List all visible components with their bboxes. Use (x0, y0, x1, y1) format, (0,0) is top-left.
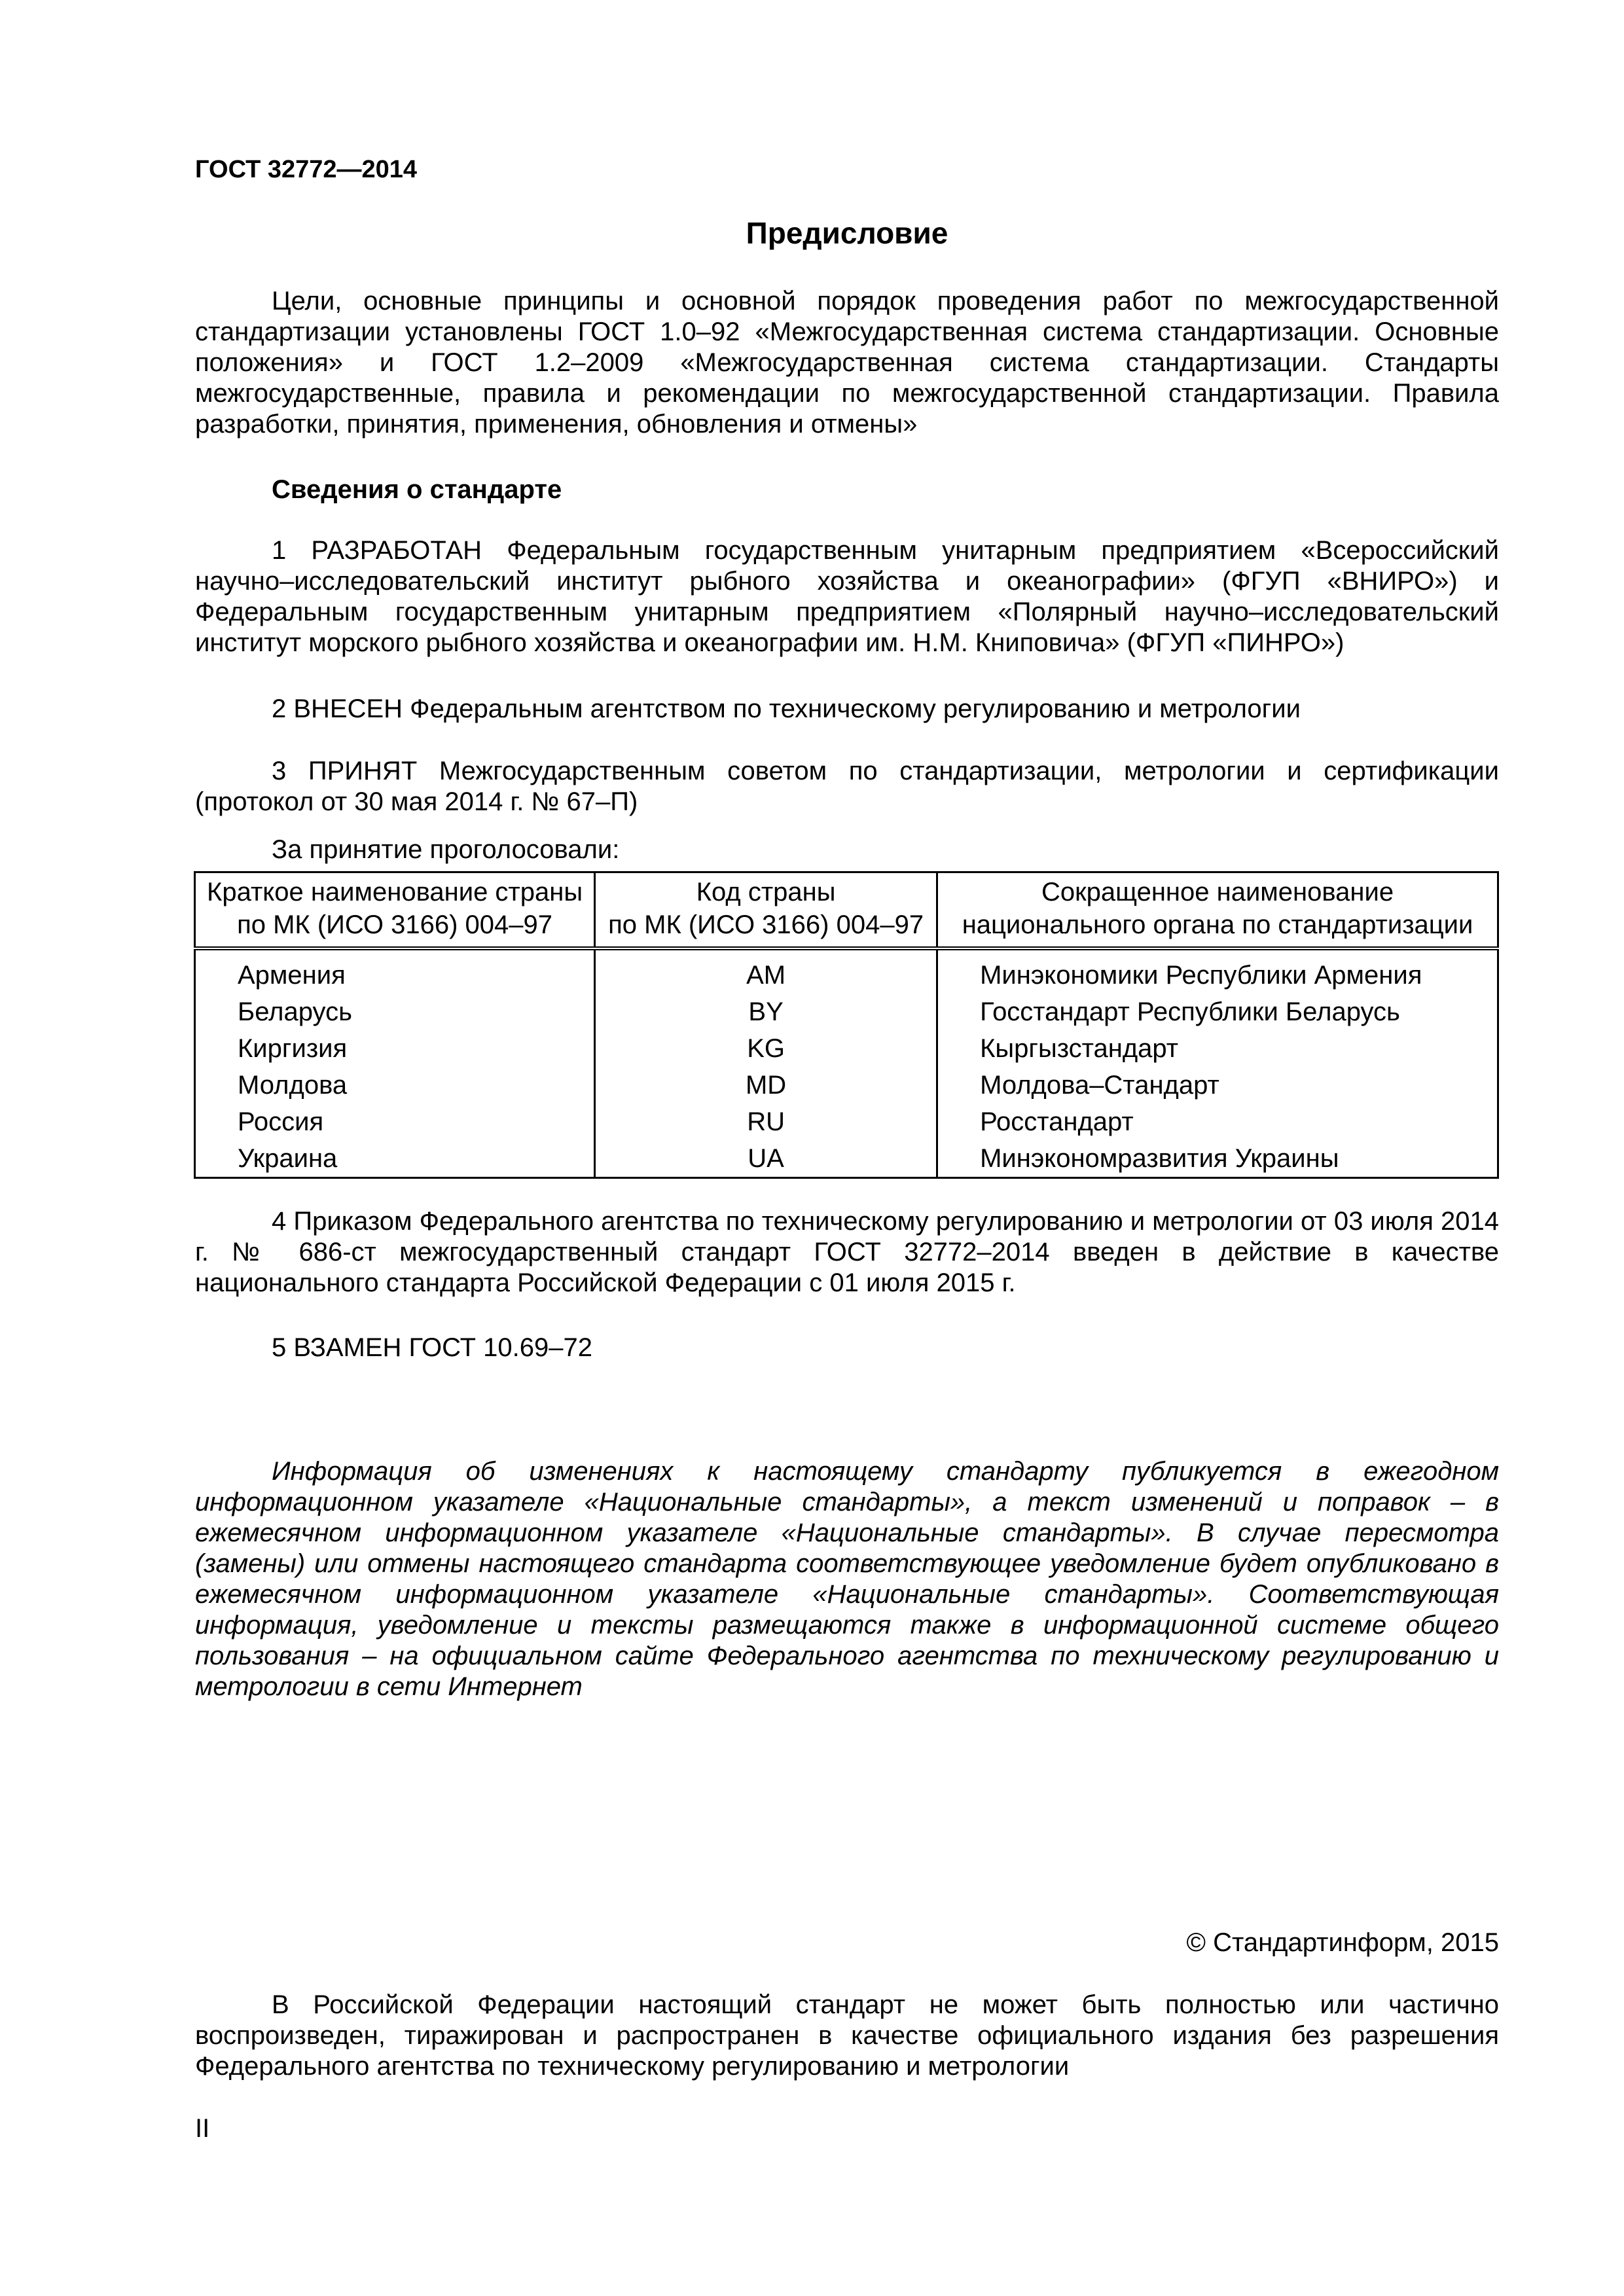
country-name: Россия (195, 1103, 595, 1140)
table-row (195, 948, 1498, 994)
vote-caption: За принятие проголосовали: (272, 835, 620, 864)
header-country-code-line-1: Код страны (696, 878, 836, 906)
header-country-name (195, 872, 595, 949)
country-code: AM (595, 948, 937, 994)
vote-table (194, 871, 1499, 1179)
page-title: Предисловие (746, 216, 948, 250)
country-name: Беларусь (195, 994, 595, 1030)
header-country-name-line-2: по МК (ИСО 3166) 004–97 (237, 910, 553, 939)
item-3-adopted: 3 ПРИНЯТ Межгосударственным советом по стандартизации, метрологии и сертификации (протокол от 30 мая 2014 г. № 67–П) (195, 757, 1499, 816)
document-code: ГОСТ 32772—2014 (195, 156, 418, 183)
standards-body: Госстандарт Республики Беларусь (937, 994, 1498, 1030)
standard-info-heading: Сведения о стандарте (272, 475, 562, 504)
standards-body: Росстандарт (937, 1103, 1498, 1140)
country-code: BY (595, 994, 937, 1030)
header-country-code (595, 872, 937, 949)
header-standards-body-line-2: национального органа по стандартизации (962, 910, 1473, 939)
reproduction-notice: В Российской Федерации настоящий стандарт не может быть полностью или частично воспроизведен, тиражирован и распространен в качестве официального издания без разрешения Федерального агентства по техническому регулированию и метрологии (195, 1990, 1499, 2081)
table-row (195, 1140, 1498, 1178)
table-row (195, 1103, 1498, 1140)
item-4-enacted: 4 Приказом Федерального агентства по техническому регулированию и метрологии от 03 июля 2014 г. № 686-ст межгосударственный стандарт ГОСТ 32772–2014 введен в действие в качестве национального стандарта Российской Федерации с 01 июля 2015 г. (195, 1207, 1499, 1297)
country-code: KG (595, 1030, 937, 1067)
standards-body: Минэкономразвития Украины (937, 1140, 1498, 1178)
header-country-code-line-2: по МК (ИСО 3166) 004–97 (608, 910, 924, 939)
table-row (195, 1067, 1498, 1103)
copyright: © Стандартинформ, 2015 (1186, 1928, 1499, 1957)
change-notice: Информация об изменениях к настоящему стандарту публикуется в ежегодном информационном указателе «Национальные стандарты», а текст изменений и поправок – в ежемесячном информационном указателе «Национальные стандарты». В случае пересмотра (замены) или отмены настоящего стандарта соответствующее уведомление будет опубликовано в ежемесячном информационном указателе «Национальные стандарты». Соответствующая информация, уведомление и тексты размещаются также в информационной системе общего пользования – на официальном сайте Федерального агентства по техническому регулированию и метрологии в сети Интернет (195, 1457, 1499, 1701)
header-country-name-line-1: Краткое наименование страны (207, 878, 583, 906)
country-name: Украина (195, 1140, 595, 1178)
intro-paragraph: Цели, основные принципы и основной порядок проведения работ по межгосударственной стандартизации установлены ГОСТ 1.0–92 «Межгосударственная система стандартизации. Основные положения» и ГОСТ 1.2–2009 «Межгосударственная система стандартизации. Стандарты межгосударственные, правила и рекомендации по межгосударственной стандартизации. Правила разработки, принятия, применения, обновления и отмены» (195, 287, 1499, 439)
country-code: UA (595, 1140, 937, 1178)
table-row (195, 1030, 1498, 1067)
country-code: MD (595, 1067, 937, 1103)
header-standards-body (937, 872, 1498, 949)
country-code: RU (595, 1103, 937, 1140)
country-name: Киргизия (195, 1030, 595, 1067)
country-name: Молдова (195, 1067, 595, 1103)
standards-body: Молдова–Стандарт (937, 1067, 1498, 1103)
page-number: II (195, 2114, 210, 2143)
vote-table-header-row (195, 872, 1498, 949)
item-1-developed: 1 РАЗРАБОТАН Федеральным государственным унитарным предприятием «Всероссийский научно–исследовательский институт рыбного хозяйства и океанографии» (ФГУП «ВНИРО») и Федеральным государственным унитарным предприятием «Полярный научно–исследовательский институт морского рыбного хозяйства и океанографии им. Н.М. Книповича» (ФГУП «ПИНРО») (195, 536, 1499, 657)
header-standards-body-line-1: Сокращенное наименование (1041, 878, 1394, 906)
item-5-replaces: 5 ВЗАМЕН ГОСТ 10.69–72 (272, 1333, 593, 1362)
item-2-submitted: 2 ВНЕСЕН Федеральным агентством по техническому регулированию и метрологии (272, 694, 1301, 723)
table-row (195, 994, 1498, 1030)
standards-body: Кыргызстандарт (937, 1030, 1498, 1067)
country-name: Армения (195, 948, 595, 994)
standards-body: Минэкономики Республики Армения (937, 948, 1498, 994)
